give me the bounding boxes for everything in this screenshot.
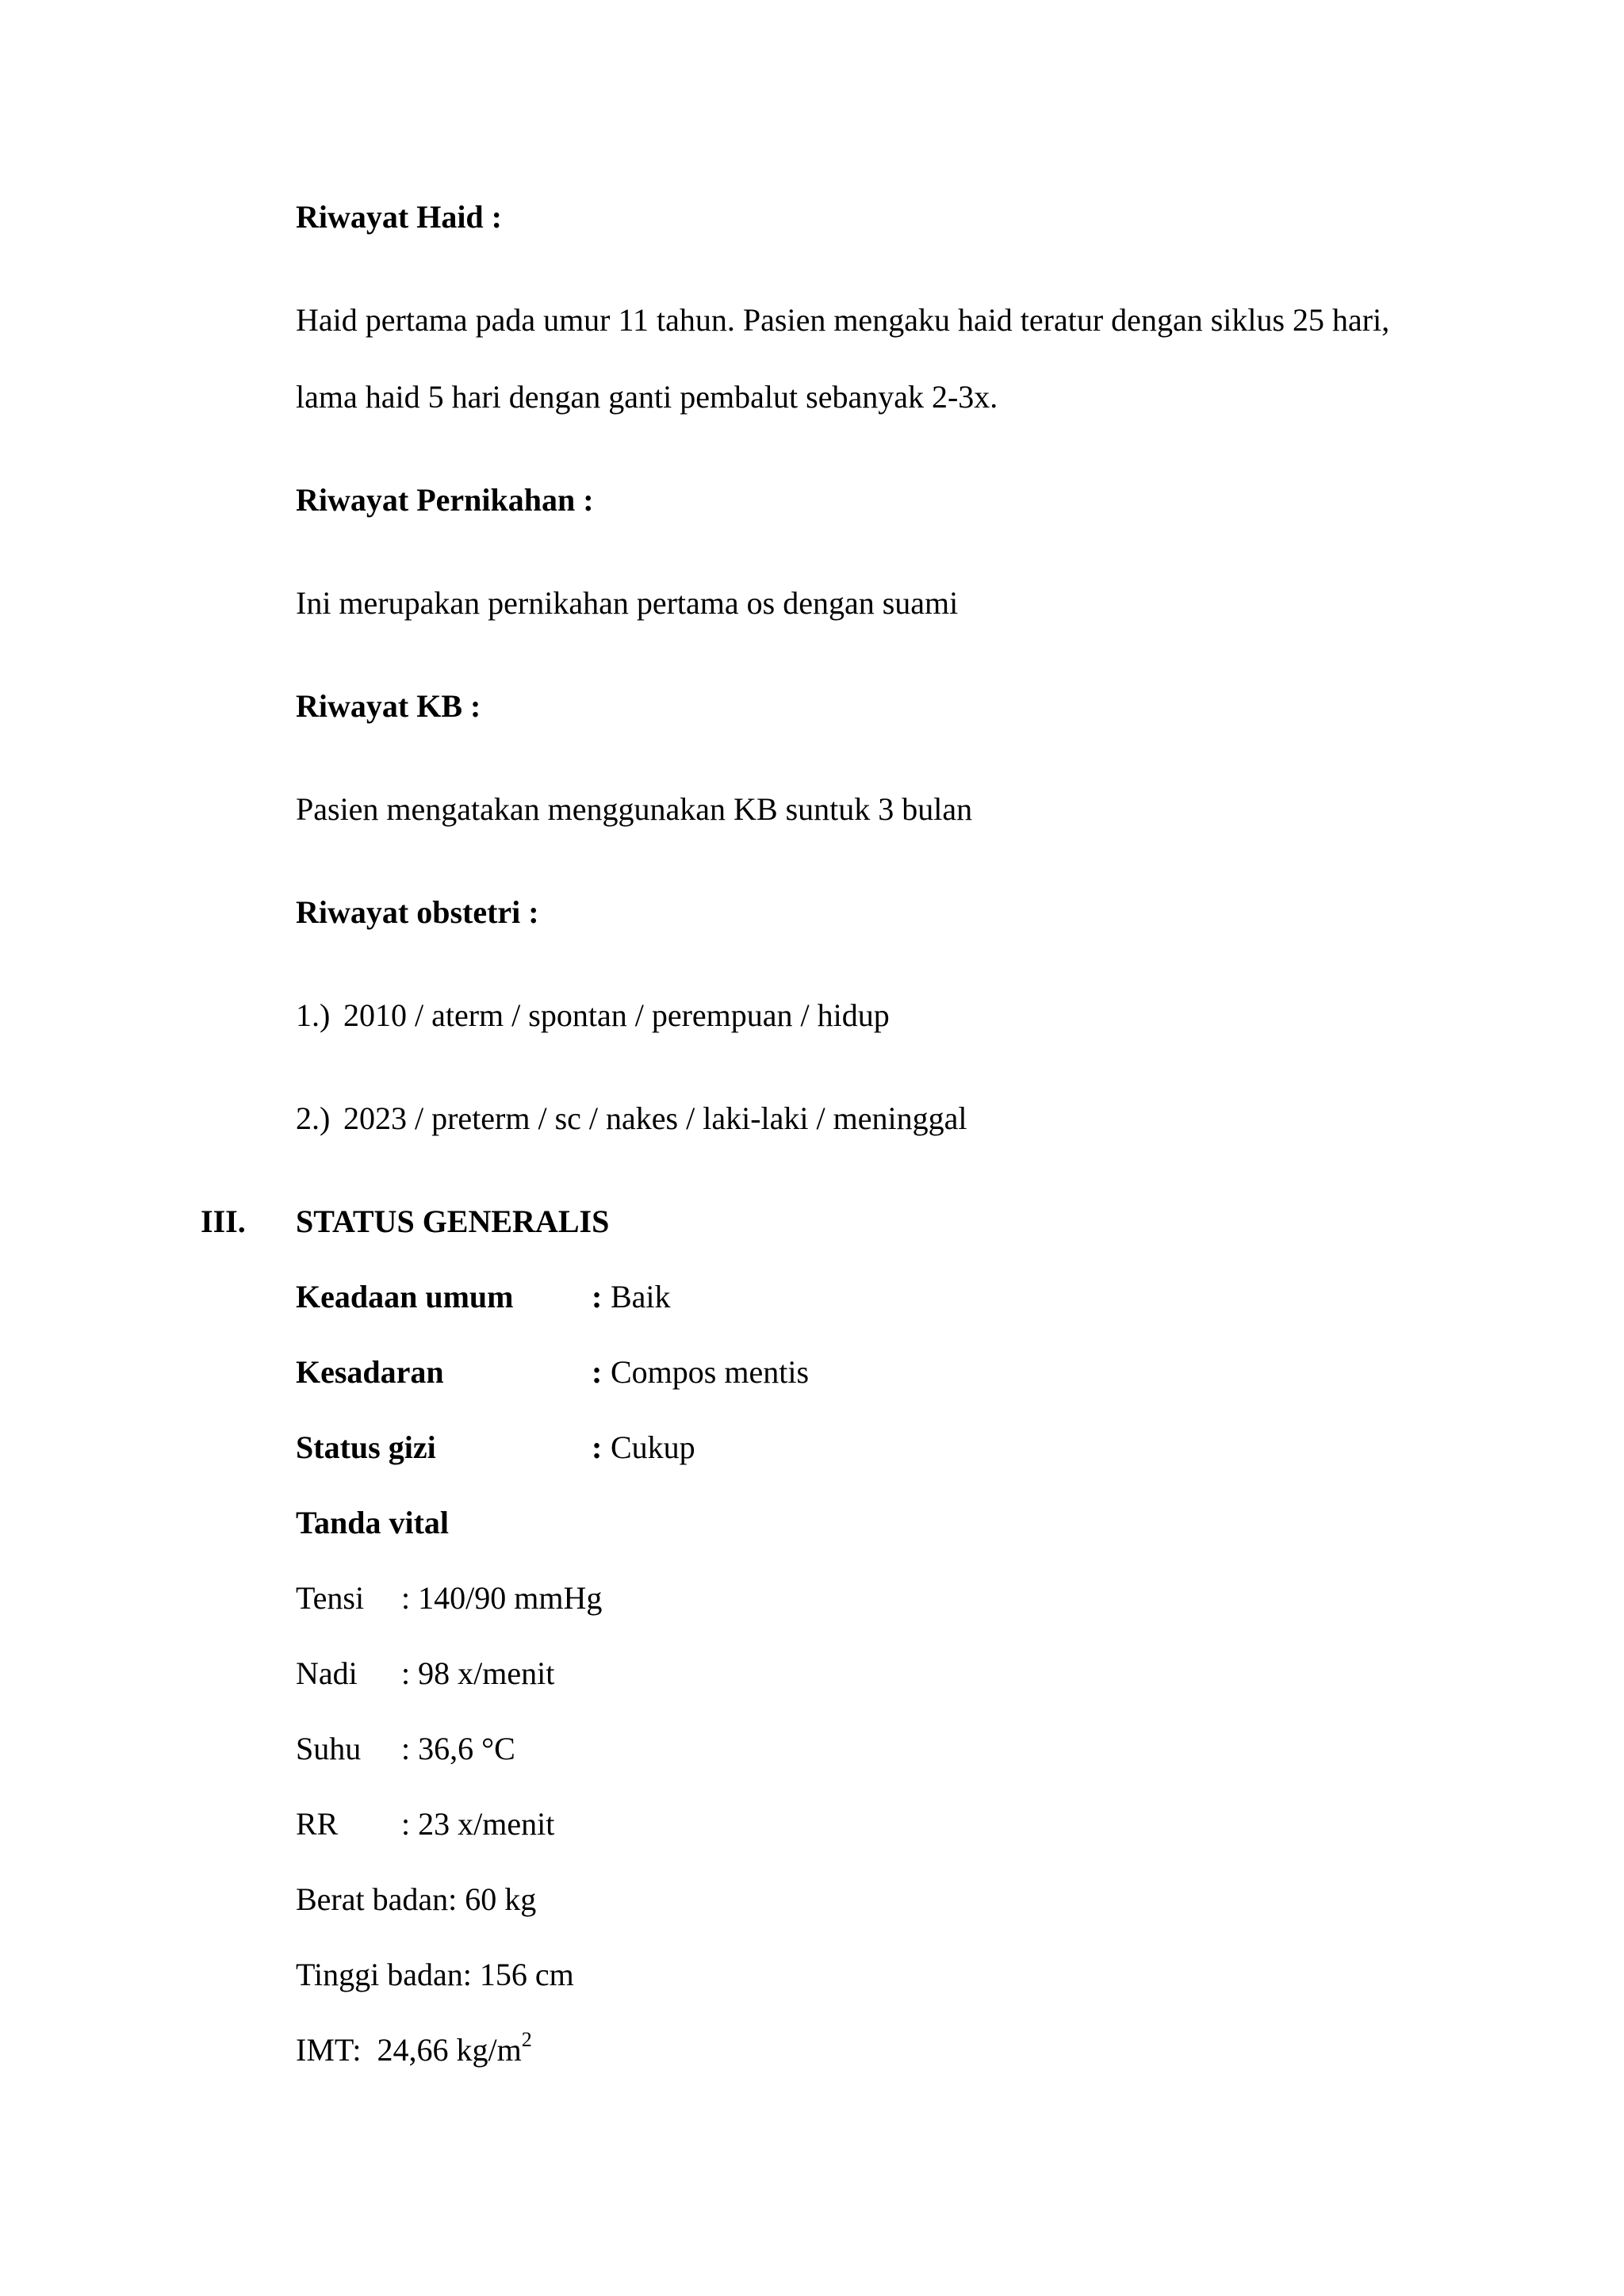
status-generalis-heading: STATUS GENERALIS — [296, 1203, 610, 1239]
field-colon: : — [592, 1354, 603, 1390]
field-value-keadaan-umum: Baik — [611, 1279, 671, 1314]
field-colon: : — [592, 1279, 603, 1314]
riwayat-haid-text-line2: lama haid 5 hari dengan ganti pembalut sebanyak 2-3x. — [296, 379, 998, 415]
field-colon: : — [592, 1429, 603, 1465]
field-label-keadaan-umum: Keadaan umum — [296, 1279, 514, 1314]
tinggi-badan-text: Tinggi badan: 156 cm — [296, 1957, 574, 1992]
vital-label-rr: RR — [296, 1806, 339, 1842]
riwayat-pernikahan-text: Ini merupakan pernikahan pertama os dengan suami — [296, 585, 959, 621]
field-label-kesadaran: Kesadaran — [296, 1354, 444, 1390]
imt-value: 24,66 kg/m — [377, 2032, 522, 2068]
riwayat-pernikahan-heading: Riwayat Pernikahan : — [296, 482, 594, 518]
imt-label: IMT: — [296, 2032, 362, 2068]
field-value-kesadaran: Compos mentis — [611, 1354, 810, 1390]
vital-label-suhu: Suhu — [296, 1731, 362, 1766]
berat-badan-text: Berat badan: 60 kg — [296, 1881, 537, 1917]
riwayat-obstetri-heading: Riwayat obstetri : — [296, 894, 539, 930]
riwayat-kb-text: Pasien mengatakan menggunakan KB suntuk 3 bulan — [296, 791, 973, 827]
obstetri-item-1-text: 2010 / aterm / spontan / perempuan / hidup — [343, 997, 890, 1033]
field-label-status-gizi: Status gizi — [296, 1429, 436, 1465]
tanda-vital-heading: Tanda vital — [296, 1505, 450, 1540]
vital-label-nadi: Nadi — [296, 1655, 358, 1691]
riwayat-haid-heading: Riwayat Haid : — [296, 199, 502, 235]
field-value-status-gizi: Cukup — [611, 1429, 695, 1465]
obstetri-item-2-number: 2.) — [296, 1100, 331, 1136]
vital-label-tensi: Tensi — [296, 1580, 365, 1616]
imt-exponent: 2 — [521, 2028, 532, 2051]
vital-value-suhu: : 36,6 °C — [401, 1731, 515, 1766]
riwayat-kb-heading: Riwayat KB : — [296, 688, 481, 724]
obstetri-item-1-number: 1.) — [296, 997, 331, 1033]
riwayat-haid-text-line1: Haid pertama pada umur 11 tahun. Pasien mengaku haid teratur dengan siklus 25 hari, — [296, 302, 1390, 338]
imt-line — [296, 2028, 532, 2068]
section-numeral: III. — [201, 1203, 246, 1239]
obstetri-item-2-text: 2023 / preterm / sc / nakes / laki-laki / meninggal — [343, 1100, 967, 1136]
vital-value-tensi: : 140/90 mmHg — [401, 1580, 603, 1616]
vital-value-rr: : 23 x/menit — [401, 1806, 555, 1842]
vital-value-nadi: : 98 x/menit — [401, 1655, 555, 1691]
